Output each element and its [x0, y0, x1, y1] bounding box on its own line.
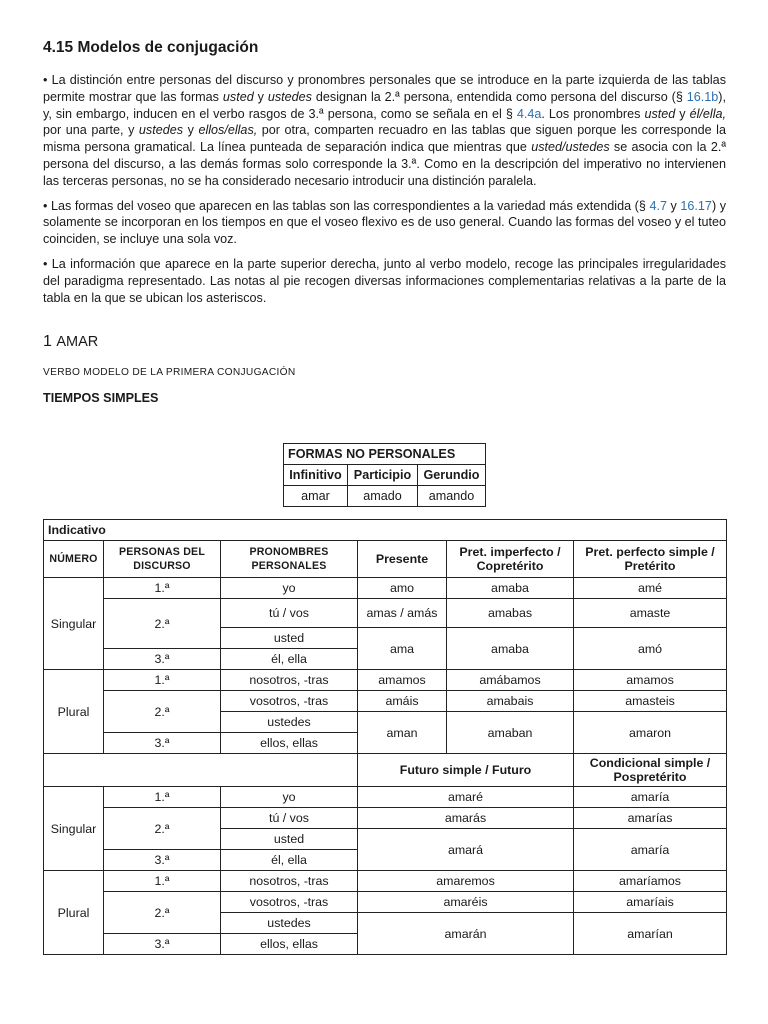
- verb-name: AMAR: [56, 334, 99, 351]
- formas-no-personales-table: [283, 443, 486, 507]
- header-infinitivo: Infinitivo: [284, 465, 348, 486]
- verb-heading: [43, 332, 726, 352]
- perfecto-p1: amamos: [574, 670, 727, 691]
- persona-1: 1.ª: [104, 670, 221, 691]
- imperfecto-p1: amábamos: [447, 670, 574, 691]
- condicional-p1: amaríamos: [574, 871, 727, 892]
- pronombre-vosotros: vosotros, -tras: [221, 691, 358, 712]
- header-perfecto: Pret. perfecto simple / Pretérito: [574, 541, 727, 578]
- perfecto-p2: amasteis: [574, 691, 727, 712]
- pronombre-ustedes: ustedes: [221, 913, 358, 934]
- verb-subtitle: VERBO MODELO DE LA PRIMERA CONJUGACIÓN: [43, 367, 296, 379]
- persona-3: 3.ª: [104, 850, 221, 871]
- futuro-s2: amarás: [358, 808, 574, 829]
- condicional-p3: amarían: [574, 913, 727, 955]
- persona-1: 1.ª: [104, 578, 221, 599]
- text-run: y: [666, 198, 681, 213]
- header-numero: NÚMERO: [44, 541, 104, 578]
- imperfecto-p3: amaban: [447, 712, 574, 754]
- persona-1: 1.ª: [104, 871, 221, 892]
- text-run: usted/ustedes: [531, 140, 610, 155]
- text-run: se asocia con la 2.ª persona del discurso, a las demás formas solo corresponde la 3.ª. Como en la descripción del imperativo no intervienen las terceras personas, no se ha considerado necesario introducir una distinción paralela.: [43, 140, 726, 188]
- text-run: • La distinción entre personas del discurso y pronombres personales que se introduce en la parte izquierda de las tablas permite mostrar que las formas: [43, 73, 726, 104]
- participio-value: amado: [348, 486, 418, 507]
- text-run: y: [183, 123, 199, 138]
- text-run: él/ella,: [689, 106, 727, 121]
- header-gerundio: Gerundio: [418, 465, 486, 486]
- blank-header-cell: [44, 754, 358, 787]
- condicional-s2: amarías: [574, 808, 727, 829]
- pronombre-nosotros: nosotros, -tras: [221, 670, 358, 691]
- pronombre-ellos: ellos, ellas: [221, 733, 358, 754]
- pronombre-el: él, ella: [221, 649, 358, 670]
- pronombre-ustedes: ustedes: [221, 712, 358, 733]
- infinitivo-value: amar: [284, 486, 348, 507]
- pronombre-nosotros: nosotros, -tras: [221, 871, 358, 892]
- imperfecto-s3: amaba: [447, 628, 574, 670]
- persona-2: 2.ª: [104, 691, 221, 733]
- persona-3: 3.ª: [104, 649, 221, 670]
- futuro-p2: amaréis: [358, 892, 574, 913]
- header-participio: Participio: [348, 465, 418, 486]
- pronombre-ellos: ellos, ellas: [221, 934, 358, 955]
- ref-link-16-17[interactable]: 16.17: [680, 198, 712, 213]
- persona-1: 1.ª: [104, 787, 221, 808]
- presente-s1: amo: [358, 578, 447, 599]
- header-personas: PERSONAS DEL DISCURSO: [104, 541, 221, 578]
- indicativo-table: [43, 519, 727, 955]
- no-personales-title: FORMAS NO PERSONALES: [284, 444, 486, 465]
- text-run: usted: [644, 106, 676, 121]
- header-futuro: Futuro simple / Futuro: [358, 754, 574, 787]
- text-run: designan la 2.ª persona, entendida como persona del discurso (§: [311, 89, 687, 104]
- presente-s2: amas / amás: [358, 599, 447, 628]
- numero-singular: Singular: [44, 787, 104, 871]
- header-pronombres: PRONOMBRES PERSONALES: [221, 541, 358, 578]
- text-run: por una parte, y: [43, 123, 139, 138]
- text-run: por otra, comparten recuadro en las tablas que siguen porque les corresponde la misma persona gramatical. La línea punteada de separación indica que mientras que: [43, 123, 726, 155]
- perfecto-s3: amó: [574, 628, 727, 670]
- futuro-s3: amará: [358, 829, 574, 871]
- indicativo-caption: Indicativo: [44, 520, 727, 541]
- pronombre-usted: usted: [221, 628, 358, 649]
- presente-p2: amáis: [358, 691, 447, 712]
- condicional-s3: amaría: [574, 829, 727, 871]
- persona-2: 2.ª: [104, 808, 221, 850]
- paragraph-voseo: [43, 198, 726, 248]
- futuro-s1: amaré: [358, 787, 574, 808]
- condicional-p2: amaríais: [574, 892, 727, 913]
- pronombre-vosotros: vosotros, -tras: [221, 892, 358, 913]
- perfecto-p3: amaron: [574, 712, 727, 754]
- numero-singular: Singular: [44, 578, 104, 670]
- numero-plural: Plural: [44, 871, 104, 955]
- document-page: [43, 38, 727, 951]
- perfecto-s1: amé: [574, 578, 727, 599]
- text-run: ustedes: [138, 123, 184, 138]
- header-presente: Presente: [358, 541, 447, 578]
- perfecto-s2: amaste: [574, 599, 727, 628]
- ref-link-16-1b[interactable]: 16.1b: [686, 89, 719, 104]
- imperfecto-s1: amaba: [447, 578, 574, 599]
- text-run: usted: [222, 89, 254, 104]
- pronombre-yo: yo: [221, 787, 358, 808]
- header-condicional: Condicional simple / Pospretérito: [574, 754, 727, 787]
- ref-link-4-7[interactable]: 4.7: [649, 198, 667, 213]
- pronombre-tu: tú / vos: [221, 599, 358, 628]
- persona-2: 2.ª: [104, 892, 221, 934]
- persona-3: 3.ª: [104, 934, 221, 955]
- imperfecto-s2: amabas: [447, 599, 574, 628]
- text-run: . Los pronombres: [541, 106, 645, 121]
- futuro-p3: amarán: [358, 913, 574, 955]
- verb-number: 1: [43, 333, 52, 351]
- text-run: • Las formas del voseo que aparecen en las tablas son las correspondientes a la variedad más extendida (§: [43, 198, 650, 213]
- presente-s3: ama: [358, 628, 447, 670]
- condicional-s1: amaría: [574, 787, 727, 808]
- pronombre-el: él, ella: [221, 850, 358, 871]
- persona-2: 2.ª: [104, 599, 221, 649]
- paragraph-personas: [43, 72, 726, 190]
- numero-plural: Plural: [44, 670, 104, 754]
- persona-3: 3.ª: [104, 733, 221, 754]
- text-run: ustedes: [267, 89, 312, 104]
- pronombre-tu: tú / vos: [221, 808, 358, 829]
- paragraph-informacion: • La información que aparece en la parte superior derecha, junto al verbo modelo, recoge las principales irregularidades del paradigma representado. Las notas al pie recogen diversas informaciones complementarias relativas a la parte de la tabla en la que se ubican los asteriscos.: [43, 256, 726, 305]
- text-run: ellos/ellas,: [198, 123, 258, 138]
- presente-p1: amamos: [358, 670, 447, 691]
- header-imperfecto: Pret. imperfecto / Copretérito: [447, 541, 574, 578]
- pronombre-yo: yo: [221, 578, 358, 599]
- tiempos-title: TIEMPOS SIMPLES: [43, 391, 159, 406]
- text-run: ), y, sin embargo, inducen en el verbo rasgos de 3.ª persona, como se señala en el §: [43, 89, 726, 121]
- text-run: y: [675, 106, 690, 121]
- text-run: ) y solamente se incorporan en los tiempos en que el voseo flexivo es de uso general. Cuando las formas del voseo y el tuteo coinciden, se incluye una sola voz.: [43, 198, 726, 247]
- presente-p3: aman: [358, 712, 447, 754]
- pronombre-usted: usted: [221, 829, 358, 850]
- imperfecto-p2: amabais: [447, 691, 574, 712]
- ref-link-4-4a[interactable]: 4.4a: [516, 106, 542, 121]
- section-title: 4.15 Modelos de conjugación: [43, 39, 259, 56]
- gerundio-value: amando: [418, 486, 486, 507]
- text-run: y: [253, 89, 268, 104]
- futuro-p1: amaremos: [358, 871, 574, 892]
